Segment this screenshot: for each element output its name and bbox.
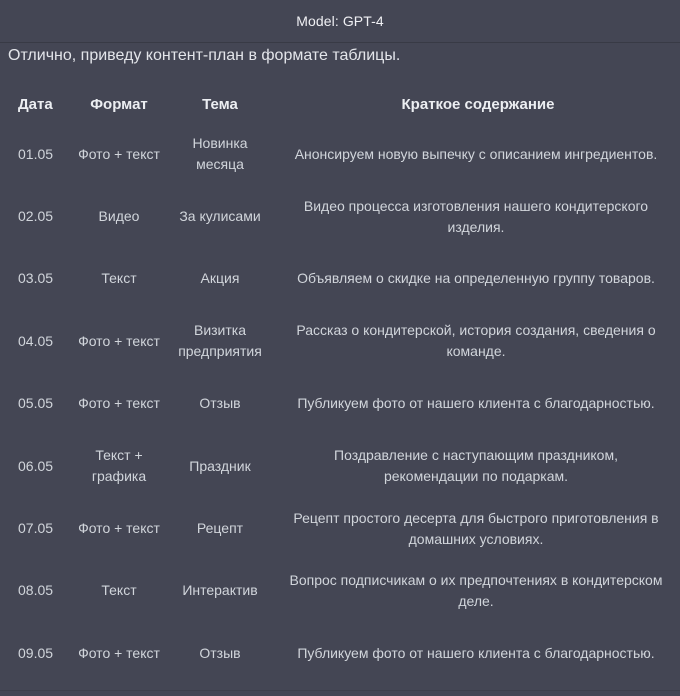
column-header-summary: Краткое содержание bbox=[401, 95, 555, 113]
model-label: Model: GPT-4 bbox=[296, 13, 384, 29]
cell-topic: Отзыв bbox=[199, 395, 241, 412]
cell-summary: Рецепт простого десерта для быстрого приготовления в домашних условиях. bbox=[293, 509, 659, 547]
cell-topic: Новинка месяца bbox=[192, 135, 248, 173]
table-row bbox=[0, 497, 680, 559]
cell-format: Фото + текст bbox=[78, 520, 160, 537]
table-header-row bbox=[0, 85, 680, 123]
cell-summary: Рассказ о кондитерской, история создания, сведения о команде. bbox=[296, 322, 656, 360]
table-row bbox=[0, 310, 680, 372]
cell-summary: Публикуем фото от нашего клиента с благодарностью. bbox=[297, 395, 655, 412]
cell-topic: Отзыв bbox=[199, 644, 241, 661]
cell-date: 08.05 bbox=[18, 582, 54, 599]
cell-date: 05.05 bbox=[18, 395, 54, 412]
table-row bbox=[0, 123, 680, 185]
cell-summary: Видео процесса изготовления нашего кондитерского изделия. bbox=[303, 197, 649, 235]
table-row bbox=[0, 622, 680, 684]
table-row bbox=[0, 435, 680, 497]
column-header-format: Формат bbox=[90, 95, 148, 113]
content-plan-table bbox=[0, 85, 680, 685]
cell-date: 02.05 bbox=[18, 208, 54, 225]
cell-format: Фото + текст bbox=[78, 145, 160, 162]
cell-format: Текст bbox=[101, 582, 137, 599]
cell-format: Фото + текст bbox=[78, 644, 160, 661]
divider bbox=[0, 690, 680, 691]
cell-format: Текст bbox=[101, 270, 137, 287]
cell-format: Фото + текст bbox=[78, 332, 160, 349]
cell-format: Текст + графика bbox=[91, 447, 147, 485]
cell-date: 03.05 bbox=[18, 270, 54, 287]
cell-summary: Публикуем фото от нашего клиента с благодарностью. bbox=[297, 644, 655, 661]
chat-header bbox=[0, 0, 680, 43]
cell-date: 06.05 bbox=[18, 457, 54, 474]
cell-format: Фото + текст bbox=[78, 395, 160, 412]
cell-date: 07.05 bbox=[18, 520, 54, 537]
cell-topic: За кулисами bbox=[179, 208, 261, 225]
cell-topic: Интерактив bbox=[182, 582, 258, 599]
column-header-topic: Тема bbox=[202, 95, 238, 113]
cell-date: 09.05 bbox=[18, 644, 54, 661]
cell-summary: Поздравление с наступающим праздником, рекомендации по подаркам. bbox=[334, 447, 618, 485]
cell-summary: Вопрос подписчикам о их предпочтениях в кондитерском деле. bbox=[289, 571, 663, 609]
cell-date: 04.05 bbox=[18, 332, 54, 349]
cell-summary: Анонсируем новую выпечку с описанием ингредиентов. bbox=[294, 145, 658, 162]
table-row bbox=[0, 248, 680, 310]
column-header-date: Дата bbox=[18, 95, 53, 113]
table-row bbox=[0, 560, 680, 622]
cell-topic: Рецепт bbox=[196, 520, 244, 537]
cell-summary: Объявляем о скидке на определенную группу товаров. bbox=[297, 270, 655, 287]
table-row bbox=[0, 373, 680, 435]
cell-format: Видео bbox=[98, 208, 140, 225]
cell-date: 01.05 bbox=[18, 145, 54, 162]
cell-topic: Праздник bbox=[189, 457, 251, 474]
table-row bbox=[0, 185, 680, 247]
assistant-message-intro: Отлично, приведу контент-план в формате таблицы. bbox=[8, 47, 401, 64]
cell-topic: Визитка предприятия bbox=[178, 322, 262, 360]
cell-topic: Акция bbox=[200, 270, 240, 287]
